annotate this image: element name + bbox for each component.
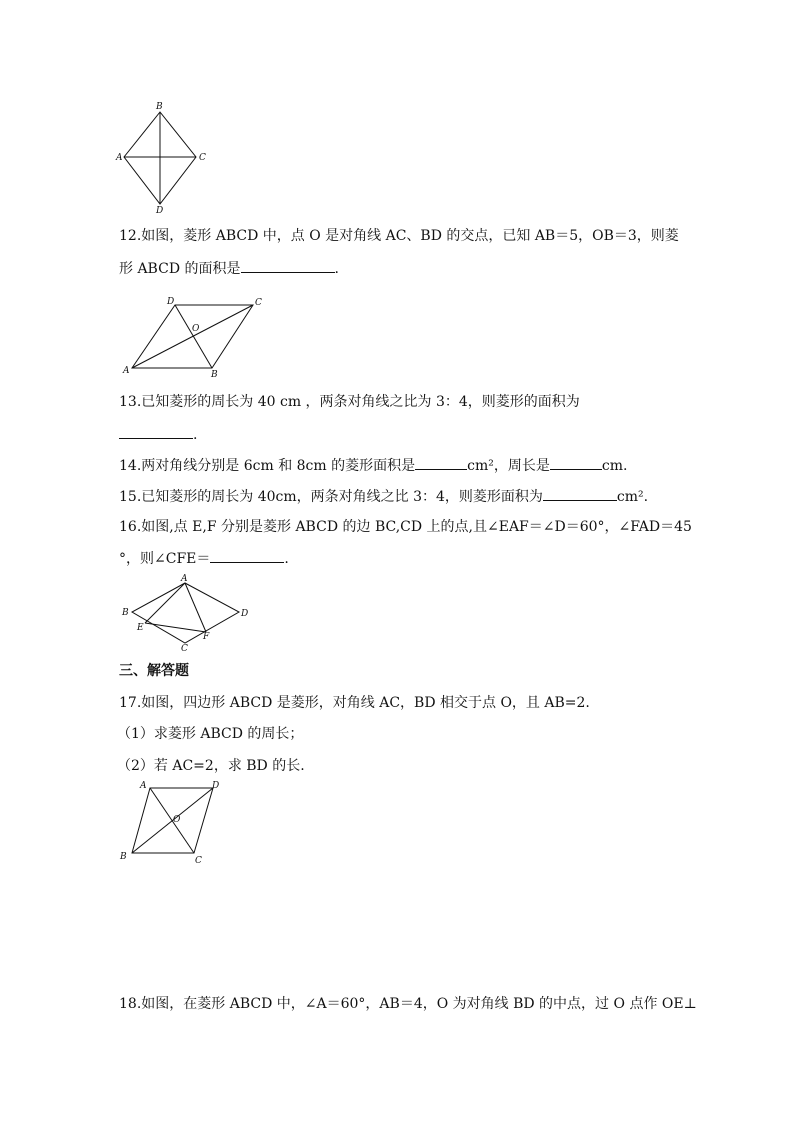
label-d: D (241, 609, 249, 619)
rhombus-figure-top (115, 100, 215, 216)
q14-text-2: cm²，周长是 (467, 458, 550, 474)
q13-line2 (119, 424, 197, 444)
label-e: E (137, 623, 144, 633)
q12-line2 (119, 258, 339, 278)
rhombus-figure-q12 (120, 295, 270, 380)
q12-line2-text: 形 ABCD 的面积是 (119, 261, 241, 277)
rhombus-figure-q17 (118, 780, 228, 865)
q16-line2 (119, 548, 289, 568)
q14-text-1: 14.两对角线分别是 6cm 和 8cm 的菱形面积是 (119, 458, 416, 474)
q12-line1: 12.如图，菱形 ABCD 中，点 O 是对角线 AC、BD 的交点，已知 AB＝5，OB＝3，则菱 (119, 228, 679, 244)
label-b: B (156, 102, 163, 112)
q17-sub2: （2）若 AC=2，求 BD 的长. (117, 758, 305, 774)
rhombus-outline (132, 583, 239, 643)
label-f: F (203, 632, 210, 642)
q17-sub1: （1）求菱形 ABCD 的周长； (117, 726, 304, 742)
label-c: C (199, 153, 206, 163)
rhombus-figure-q16 (118, 572, 258, 652)
q12-line2-end: . (334, 261, 339, 277)
label-a: A (140, 781, 147, 791)
label-b: B (120, 852, 127, 862)
label-b: B (122, 608, 129, 618)
q14-text-3: cm. (601, 458, 628, 474)
diagonal-ac (132, 305, 253, 368)
label-d: D (156, 206, 164, 216)
segment-ef (145, 623, 206, 632)
q14-area-blank[interactable] (415, 455, 467, 470)
q17-line1: 17.如图，四边形 ABCD 是菱形，对角线 AC，BD 相交于点 O，且 AB=2. (119, 695, 590, 711)
q16-answer-blank[interactable] (210, 548, 284, 563)
label-c: C (181, 644, 188, 654)
q14-perimeter-blank[interactable] (550, 455, 602, 470)
label-c: C (255, 298, 262, 308)
label-o: O (192, 324, 200, 334)
label-o: O (173, 815, 181, 825)
segment-ae (145, 583, 185, 623)
diagonal-db (175, 305, 212, 368)
q16-line2-text: °，则∠CFE＝ (119, 551, 211, 567)
q15-answer-blank[interactable] (543, 486, 617, 501)
q13-line1: 13.已知菱形的周长为 40 cm ，两条对角线之比为 3：4，则菱形的面积为 (119, 394, 580, 410)
label-d: D (212, 781, 220, 791)
q15-text-1: 15.已知菱形的周长为 40cm，两条对角线之比 3：4，则菱形面积为 (119, 489, 543, 505)
q16-line1: 16.如图,点 E,F 分别是菱形 ABCD 的边 BC,CD 上的点,且∠EAF＝∠D＝60°，∠FAD＝45 (119, 519, 692, 535)
label-a: A (123, 366, 130, 376)
label-a: A (181, 574, 188, 584)
section-3-heading: 三、解答题 (119, 663, 189, 679)
label-b: B (211, 370, 218, 380)
label-a: A (116, 153, 123, 163)
q15-line (119, 486, 648, 506)
segment-af (185, 583, 206, 632)
label-c: C (195, 856, 202, 866)
q15-text-2: cm². (616, 489, 649, 505)
label-d: D (167, 297, 175, 307)
q13-line2-end: . (193, 427, 198, 443)
q16-line2-end: . (284, 551, 289, 567)
q13-answer-blank[interactable] (119, 424, 193, 439)
q14-line (119, 455, 627, 475)
q12-answer-blank[interactable] (241, 258, 335, 273)
q18-line1: 18.如图，在菱形 ABCD 中，∠A＝60°，AB＝4，O 为对角线 BD 的中点，过 O 点作 OE⊥ (119, 996, 697, 1012)
